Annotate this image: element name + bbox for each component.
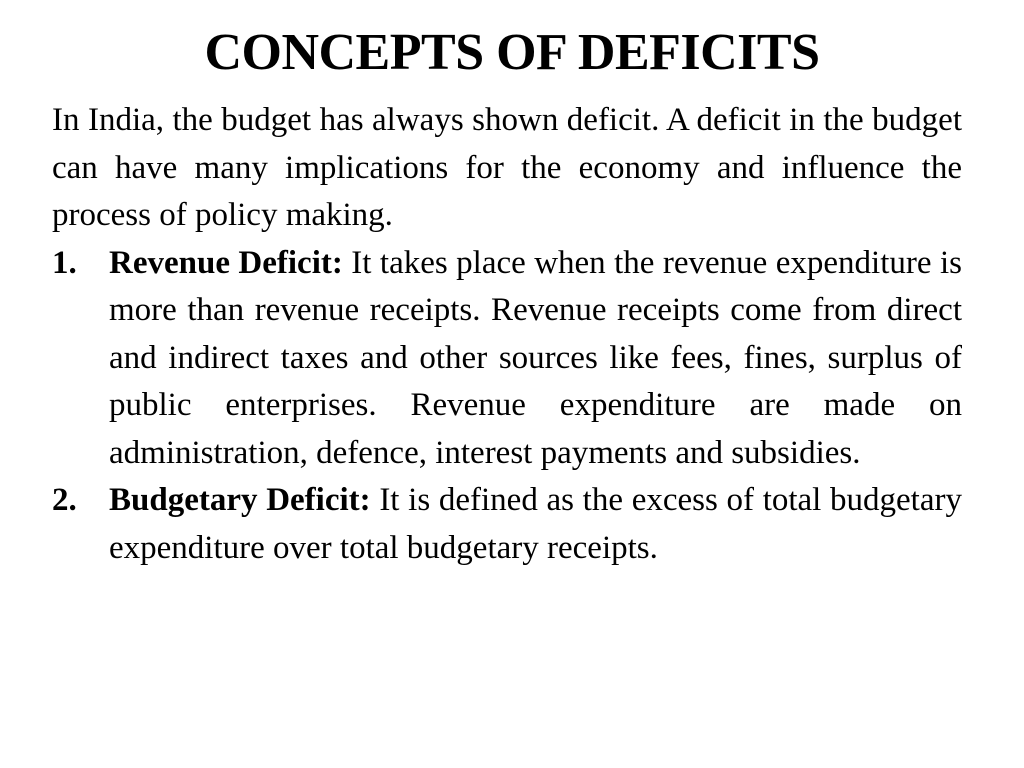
budgetary-deficit-definition: It is defined as the excess of total budgetary expenditure over total budgetary receipts. (109, 482, 962, 566)
deficit-list (52, 240, 962, 573)
budgetary-deficit-term: Budgetary Deficit: (109, 482, 371, 518)
revenue-deficit-term: Revenue Deficit: (109, 244, 343, 281)
revenue-deficit-definition: It takes place when the revenue expenditure is more than revenue receipts. Revenue receipts come from direct and indirect taxes and other sources like fees, fines, surplus of public enterprises. Revenue expenditure are made on administration, defence, interest payments and subsidies. (109, 244, 962, 471)
slide-title: CONCEPTS OF DEFICITS (204, 24, 820, 81)
intro-paragraph: In India, the budget has always shown deficit. A deficit in the budget can have many implications for the economy and influence the process of policy making. (52, 102, 962, 233)
slide-body (52, 97, 962, 572)
list-item-number: 1. (52, 244, 77, 281)
list-item-budgetary-deficit (52, 477, 962, 572)
list-item-revenue-deficit (52, 240, 962, 478)
list-item-number: 2. (52, 482, 77, 518)
